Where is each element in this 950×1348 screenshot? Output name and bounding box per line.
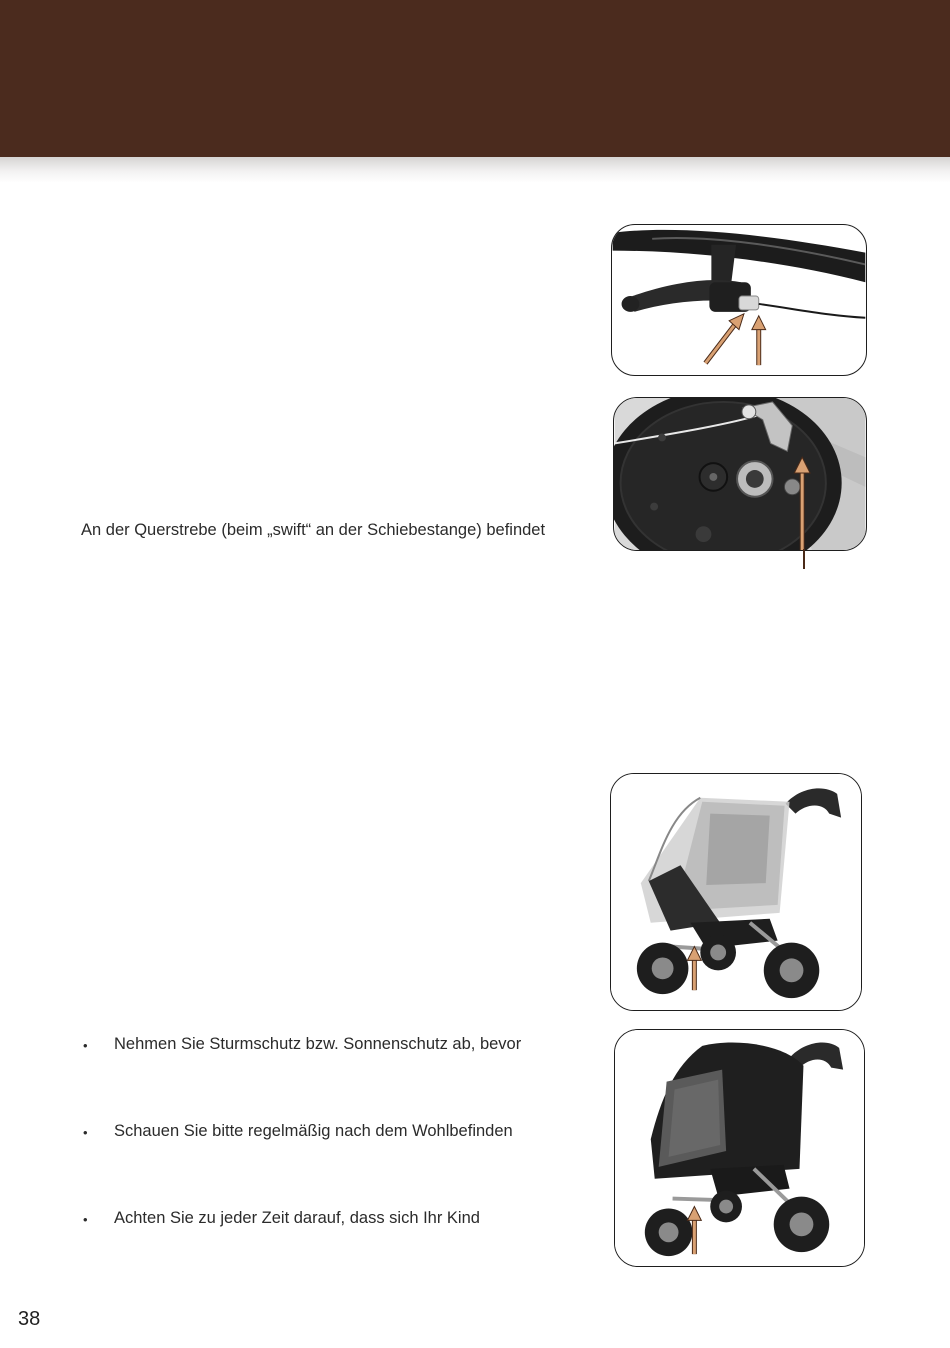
header-shadow	[0, 157, 950, 183]
page-number: 38	[18, 1308, 41, 1330]
brake-lever-photo	[611, 224, 867, 376]
brake-lever-illustration	[612, 225, 866, 375]
bullet-marker-3: •	[83, 1212, 88, 1227]
bullet-text-2: Schauen Sie bitte regelmäßig nach dem Wohlbefinden	[114, 1122, 513, 1140]
bullet-text-3: Achten Sie zu jeder Zeit darauf, dass sich Ihr Kind	[114, 1209, 480, 1227]
stroller-sun-cover-photo	[614, 1029, 865, 1267]
bullet-marker-1: •	[83, 1038, 88, 1053]
wheel-brake-illustration	[614, 398, 866, 550]
wheel-arrow-tail	[800, 549, 808, 571]
crossbar-sentence: An der Querstrebe (beim „swift“ an der Schiebestange) befindet	[81, 521, 546, 539]
wheel-brake-photo	[613, 397, 867, 551]
stroller-rain-cover-illustration	[611, 774, 861, 1010]
stroller-rain-cover-photo	[610, 773, 862, 1011]
bullet-text-1: Nehmen Sie Sturmschutz bzw. Sonnenschutz ab, bevor	[114, 1035, 522, 1053]
bullet-marker-2: •	[83, 1125, 88, 1140]
stroller-sun-cover-illustration	[615, 1030, 864, 1266]
header-band	[0, 0, 950, 157]
